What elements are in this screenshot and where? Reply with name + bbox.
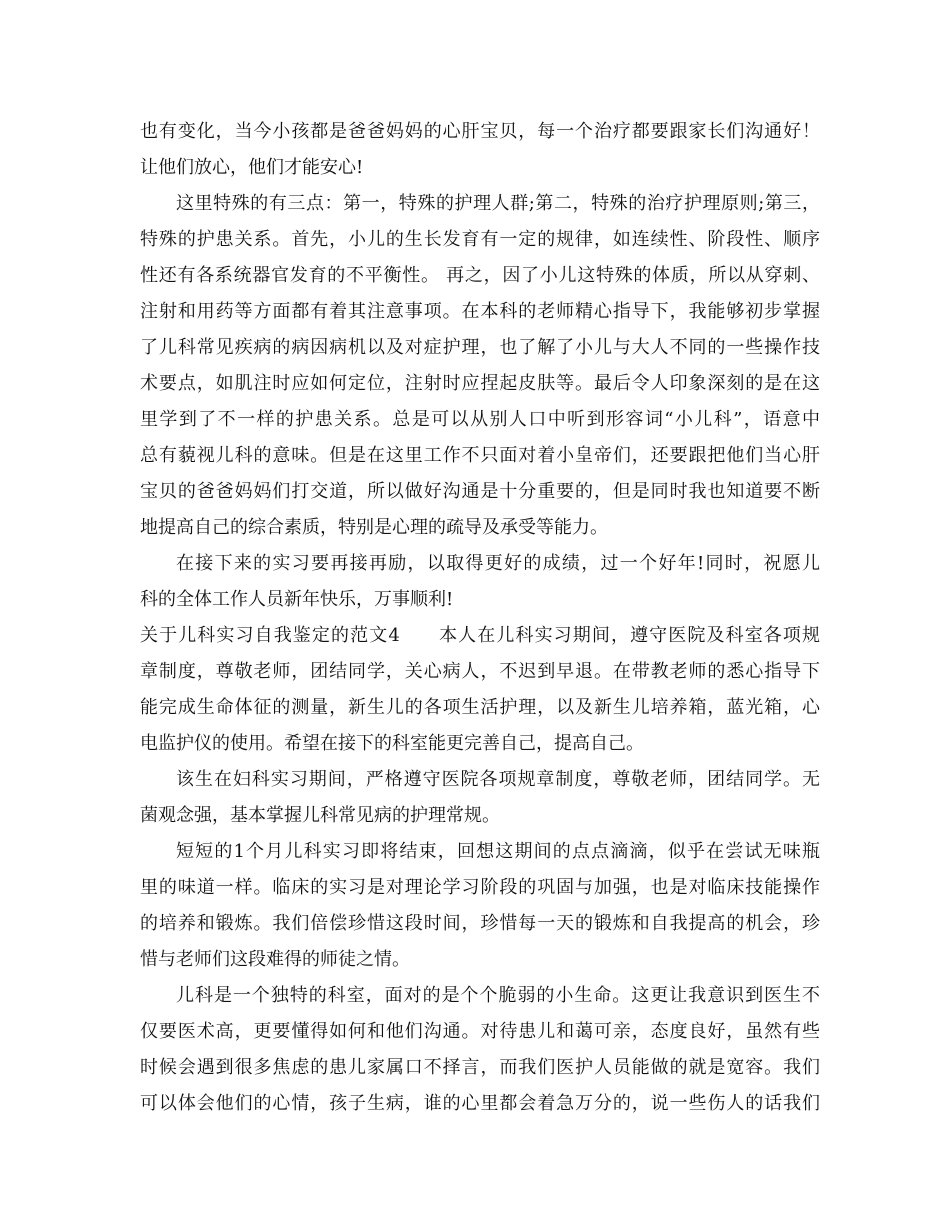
paragraph-start-line: 该生在妇科实习期间，严格遵守医院各项规章制度，尊敬老师，团结同学。无 <box>176 769 820 790</box>
paragraph-start-line: 短短的1个月儿科实习即将结束，回想这期间的点点滴滴，似乎在尝试无味瓶 <box>176 841 820 862</box>
text-line: 特殊的护患关系。首先，小儿的生长发育有一定的规律，如连续性、阶段性、顺序 <box>140 229 820 250</box>
text-line: 里学到了不一样的护患关系。总是可以从别人口中听到形容词“小儿科”，语意中 <box>140 409 820 430</box>
section-heading-line: 关于儿科实习自我鉴定的范文4 本人在儿科实习期间，遵守医院及科室各项规 <box>140 625 820 646</box>
text-line: 可以体会他们的心情，孩子生病，谁的心里都会着急万分的，说一些伤人的话我们 <box>140 1093 820 1114</box>
text-line: 宝贝的爸爸妈妈们打交道，所以做好沟通是十分重要的，但是同时我也知道要不断 <box>140 481 820 502</box>
text-line: 总有藐视儿科的意味。但是在这里工作不只面对着小皇帝们，还要跟把他们当心肝 <box>140 445 820 466</box>
paragraph-start-line: 这里特殊的有三点：第一，特殊的护理人群;第二，特殊的治疗护理原则;第三， <box>176 193 820 214</box>
text-line: 让他们放心，他们才能安心! <box>140 157 364 178</box>
text-line: 时候会遇到很多焦虑的患儿家属口不择言，而我们医护人员能做的就是宽容。我们 <box>140 1057 820 1078</box>
text-line: 地提高自己的综合素质，特别是心理的疏导及承受等能力。 <box>140 517 608 538</box>
text-line: 了儿科常见疾病的病因病机以及对症护理，也了解了小儿与大人不同的一些操作技 <box>140 337 820 358</box>
text-line: 的培养和锻炼。我们倍偿珍惜这段时间，珍惜每一天的锻炼和自我提高的机会，珍 <box>140 913 820 934</box>
text-line: 里的味道一样。临床的实习是对理论学习阶段的巩固与加强，也是对临床技能操作 <box>140 877 820 898</box>
text-line: 章制度，尊敬老师，团结同学，关心病人，不迟到早退。在带教老师的悉心指导下 <box>140 661 820 682</box>
text-line: 能完成生命体征的测量，新生儿的各项生活护理，以及新生儿培养箱，蓝光箱，心 <box>140 697 820 718</box>
text-line: 注射和用药等方面都有着其注意事项。在本科的老师精心指导下，我能够初步掌握 <box>140 301 820 322</box>
paragraph-start-line: 儿科是一个独特的科室，面对的是个个脆弱的小生命。这更让我意识到医生不 <box>176 985 820 1006</box>
text-line: 仅要医术高，更要懂得如何和他们沟通。对待患儿和蔼可亲，态度良好，虽然有些 <box>140 1021 820 1042</box>
text-line: 性还有各系统器官发育的不平衡性。 再之，因了小儿这特殊的体质，所以从穿刺、 <box>140 265 820 286</box>
text-line: 电监护仪的使用。希望在接下的科室能更完善自己，提高自己。 <box>140 733 644 754</box>
paragraph-start-line: 在接下来的实习要再接再励，以取得更好的成绩，过一个好年!同时，祝愿儿 <box>176 553 820 574</box>
text-line: 菌观念强，基本掌握儿科常见病的护理常规。 <box>140 805 500 826</box>
text-line: 术要点，如肌注时应如何定位，注射时应捏起皮肤等。最后令人印象深刻的是在这 <box>140 373 820 394</box>
text-line: 也有变化，当今小孩都是爸爸妈妈的心肝宝贝，每一个治疗都要跟家长们沟通好！ <box>140 121 820 142</box>
text-line: 惜与老师们这段难得的师徒之情。 <box>140 949 410 970</box>
text-line: 科的全体工作人员新年快乐，万事顺利! <box>140 589 454 610</box>
